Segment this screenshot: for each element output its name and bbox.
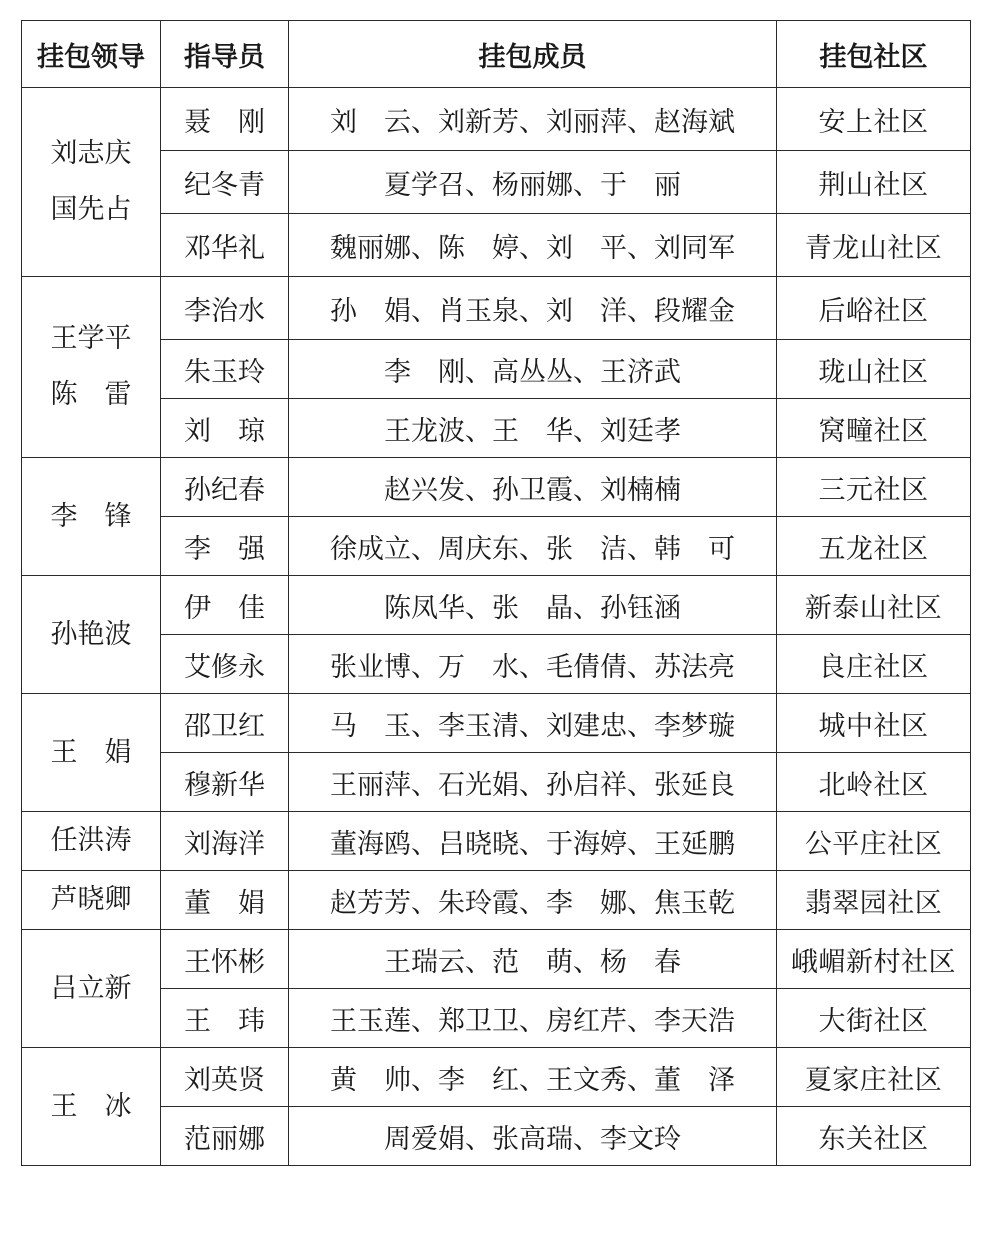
instructor-cell: 王怀彬 [161, 930, 289, 989]
community-cell: 三元社区 [777, 458, 971, 517]
instructor-cell: 艾修永 [161, 635, 289, 694]
members-cell: 赵兴发、孙卫霞、刘楠楠 [289, 458, 777, 517]
leader-cell: 任洪涛 [22, 812, 161, 871]
leader-cell: 王 冰 [22, 1048, 161, 1166]
instructor-cell: 伊 佳 [161, 576, 289, 635]
instructor-cell: 刘 琼 [161, 399, 289, 458]
table-row [22, 635, 971, 694]
table-row [22, 576, 971, 635]
table-row [22, 694, 971, 753]
table-row [22, 517, 971, 576]
members-cell: 黄 帅、李 红、王文秀、董 泽 [289, 1048, 777, 1107]
header-row [22, 21, 971, 88]
community-cell: 窝疃社区 [777, 399, 971, 458]
community-cell: 青龙山社区 [777, 214, 971, 277]
table-row [22, 214, 971, 277]
members-cell: 张业博、万 水、毛倩倩、苏法亮 [289, 635, 777, 694]
members-cell: 王龙波、王 华、刘廷孝 [289, 399, 777, 458]
instructor-cell: 纪冬青 [161, 151, 289, 214]
table-row [22, 812, 971, 871]
members-cell: 周爱娟、张高瑞、李文玲 [289, 1107, 777, 1166]
members-cell: 魏丽娜、陈 婷、刘 平、刘同军 [289, 214, 777, 277]
header-members: 挂包成员 [289, 21, 777, 88]
table-row [22, 151, 971, 214]
community-cell: 新泰山社区 [777, 576, 971, 635]
table-row [22, 277, 971, 340]
community-cell: 公平庄社区 [777, 812, 971, 871]
instructor-cell: 穆新华 [161, 753, 289, 812]
leader-cell: 刘志庆 国先占 [22, 88, 161, 277]
members-cell: 王丽萍、石光娟、孙启祥、张延良 [289, 753, 777, 812]
table-row [22, 1048, 971, 1107]
members-cell: 陈凤华、张 晶、孙钰涵 [289, 576, 777, 635]
header-leader: 挂包领导 [22, 21, 161, 88]
leader-cell: 孙艳波 [22, 576, 161, 694]
table-row [22, 458, 971, 517]
table-row [22, 399, 971, 458]
community-cell: 后峪社区 [777, 277, 971, 340]
leader-cell: 芦晓卿 [22, 871, 161, 930]
community-cell: 珑山社区 [777, 340, 971, 399]
community-cell: 城中社区 [777, 694, 971, 753]
community-cell: 安上社区 [777, 88, 971, 151]
members-cell: 王瑞云、范 萌、杨 春 [289, 930, 777, 989]
table-row [22, 1107, 971, 1166]
members-cell: 孙 娟、肖玉泉、刘 洋、段耀金 [289, 277, 777, 340]
header-community: 挂包社区 [777, 21, 971, 88]
header-instructor: 指导员 [161, 21, 289, 88]
members-cell: 董海鸥、吕晓晓、于海婷、王延鹏 [289, 812, 777, 871]
community-cell: 峨嵋新村社区 [777, 930, 971, 989]
instructor-cell: 董 娟 [161, 871, 289, 930]
community-cell: 五龙社区 [777, 517, 971, 576]
community-cell: 良庄社区 [777, 635, 971, 694]
leader-cell: 李 锋 [22, 458, 161, 576]
community-cell: 大街社区 [777, 989, 971, 1048]
instructor-cell: 朱玉玲 [161, 340, 289, 399]
leader-cell: 王学平 陈 雷 [22, 277, 161, 458]
leader-cell: 王 娟 [22, 694, 161, 812]
members-cell: 李 刚、高丛丛、王济武 [289, 340, 777, 399]
community-cell: 北岭社区 [777, 753, 971, 812]
table-row [22, 340, 971, 399]
instructor-cell: 邓华礼 [161, 214, 289, 277]
instructor-cell: 邵卫红 [161, 694, 289, 753]
table-row [22, 989, 971, 1048]
instructor-cell: 李治水 [161, 277, 289, 340]
members-cell: 马 玉、李玉清、刘建忠、李梦璇 [289, 694, 777, 753]
members-cell: 徐成立、周庆东、张 洁、韩 可 [289, 517, 777, 576]
assignment-table [21, 20, 971, 1166]
instructor-cell: 王 玮 [161, 989, 289, 1048]
instructor-cell: 刘海洋 [161, 812, 289, 871]
community-cell: 东关社区 [777, 1107, 971, 1166]
table-row [22, 88, 971, 151]
community-cell: 夏家庄社区 [777, 1048, 971, 1107]
community-cell: 翡翠园社区 [777, 871, 971, 930]
leader-cell: 吕立新 [22, 930, 161, 1048]
members-cell: 刘 云、刘新芳、刘丽萍、赵海斌 [289, 88, 777, 151]
members-cell: 赵芳芳、朱玲霞、李 娜、焦玉乾 [289, 871, 777, 930]
instructor-cell: 范丽娜 [161, 1107, 289, 1166]
instructor-cell: 李 强 [161, 517, 289, 576]
instructor-cell: 刘英贤 [161, 1048, 289, 1107]
instructor-cell: 孙纪春 [161, 458, 289, 517]
instructor-cell: 聂 刚 [161, 88, 289, 151]
table-row [22, 753, 971, 812]
members-cell: 王玉莲、郑卫卫、房红芹、李天浩 [289, 989, 777, 1048]
table-row [22, 871, 971, 930]
members-cell: 夏学召、杨丽娜、于 丽 [289, 151, 777, 214]
table-row [22, 930, 971, 989]
community-cell: 荆山社区 [777, 151, 971, 214]
